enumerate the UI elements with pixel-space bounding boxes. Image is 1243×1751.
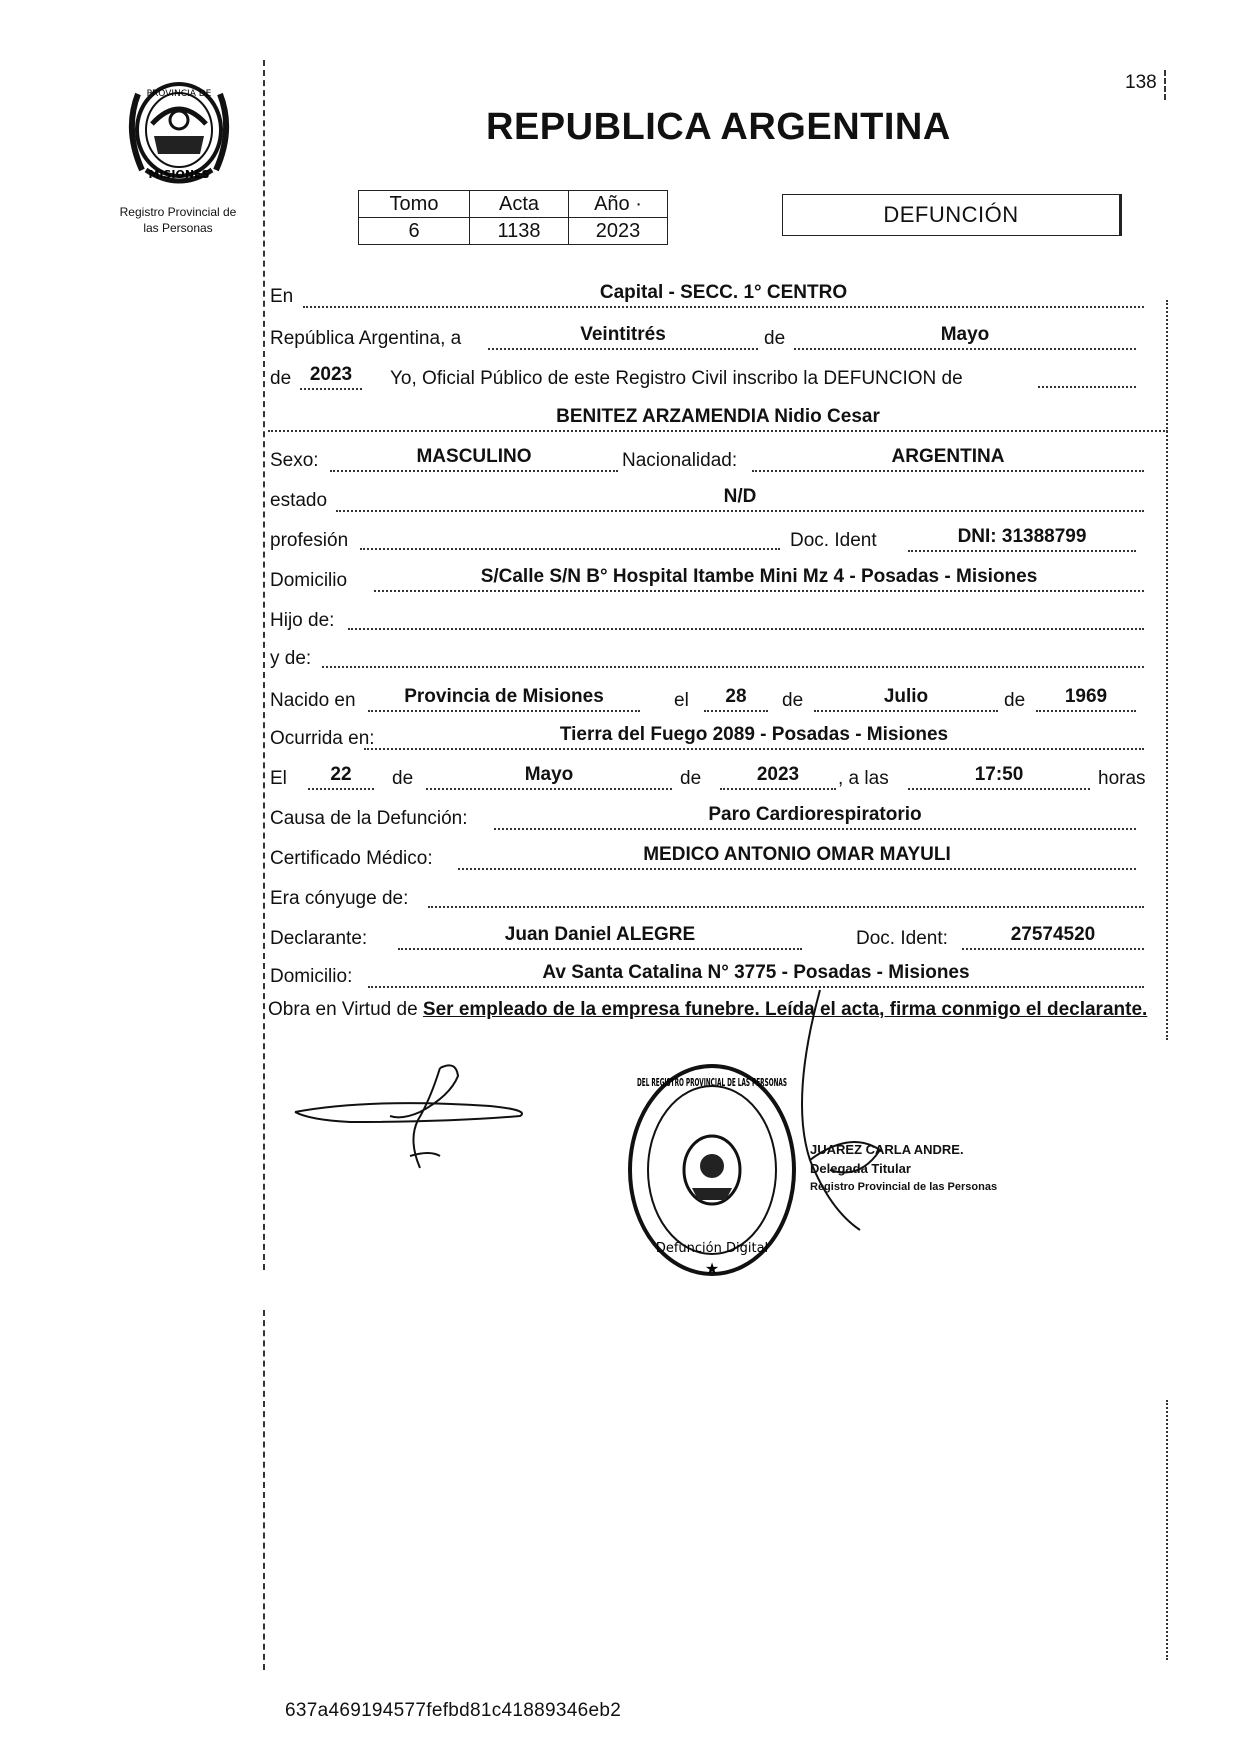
doc2-label: Doc. Ident:: [856, 928, 948, 949]
anio-header: Año ·: [569, 191, 668, 218]
causa-label: Causa de la Defunción:: [270, 808, 468, 829]
nac-mes: Julio: [814, 686, 998, 712]
republica-label: República Argentina, a: [270, 328, 462, 349]
closing-paragraph: [268, 994, 1160, 1026]
nacionalidad-label: Nacionalidad:: [622, 450, 738, 471]
declarante-label: Declarante:: [270, 928, 368, 949]
de-label-5: de: [392, 768, 414, 789]
signer-block: [810, 1140, 997, 1197]
left-margin-line-lower: [263, 1310, 265, 1670]
emblem-bottom-text: MISIONES: [148, 168, 210, 181]
row-domicilio: [268, 568, 1144, 598]
emblem-top-text: PROVINCIA DE: [146, 89, 212, 99]
acta-value: 1138: [470, 218, 569, 245]
ocurrida-label: Ocurrida en:: [270, 728, 375, 749]
page-number: 138: [1125, 72, 1157, 93]
estado-label: estado: [270, 490, 328, 511]
row-declarante: [268, 926, 1144, 956]
nac-dia: 28: [704, 686, 768, 712]
declarante-value: Juan Daniel ALEGRE: [398, 924, 802, 950]
acta-table: [358, 190, 668, 245]
hijo-label: Hijo de:: [270, 610, 335, 631]
row-certificado: [268, 846, 1144, 876]
de-label-4: de: [1004, 690, 1026, 711]
doc-value: DNI: 31388799: [908, 526, 1136, 552]
yo-text: Yo, Oficial Público de este Registro Civil inscribo la DEFUNCION de: [390, 368, 963, 389]
obra-label: Obra en Virtud de: [268, 999, 418, 1020]
row-nombre: [268, 408, 1144, 438]
domicilio2-value: Av Santa Catalina N° 3775 - Posadas - Misiones: [368, 962, 1144, 988]
anio-value: 2023: [569, 218, 668, 245]
dia-texto: Veintitrés: [488, 324, 758, 350]
a-las-label: , a las: [838, 768, 889, 789]
right-margin-line-lower: [1166, 1400, 1168, 1660]
causa-value: Paro Cardiorespiratorio: [494, 804, 1136, 830]
en-value: Capital - SECC. 1° CENTRO: [303, 282, 1144, 308]
de-label-1: de: [764, 328, 786, 349]
acta-type-box: DEFUNCIÓN: [782, 194, 1122, 236]
sexo: MASCULINO: [330, 446, 618, 472]
row-yo: [268, 366, 1144, 396]
hora: 17:50: [908, 764, 1090, 790]
conyuge-fill: [428, 906, 1144, 908]
signer-office: Registro Provincial de las Personas: [810, 1181, 998, 1193]
fall-anio: 2023: [720, 764, 836, 790]
nac-anio: 1969: [1036, 686, 1136, 712]
obra-value: Ser empleado de la empresa funebre. Leída el acta, firma conmigo el declarante.: [422, 999, 1148, 1020]
el2-label: El: [270, 768, 287, 789]
acta-table-header-row: [359, 191, 668, 218]
y-de-label: y de:: [270, 648, 312, 669]
hijo-fill: [348, 628, 1144, 630]
profesion-fill: [360, 548, 780, 550]
doc-label: Doc. Ident: [790, 530, 877, 551]
horas-label: horas: [1098, 768, 1146, 789]
org-name: [98, 204, 258, 236]
document-hash: 637a469194577fefbd81c41889346eb2: [285, 1700, 622, 1721]
anio: 2023: [300, 364, 362, 390]
conyuge-label: Era cónyuge de:: [270, 888, 409, 909]
row-en: [268, 284, 1144, 314]
row-conyuge: [268, 886, 1144, 916]
nacido-en: Provincia de Misiones: [368, 686, 640, 712]
yo-fill: [1038, 386, 1136, 388]
document-title: REPUBLICA ARGENTINA: [486, 106, 951, 148]
sexo-label: Sexo:: [270, 450, 319, 471]
acta-header: Acta: [470, 191, 569, 218]
stamp-star-icon: ★: [704, 1261, 720, 1278]
tomo-header: Tomo: [359, 191, 470, 218]
el-label: el: [674, 690, 689, 711]
right-margin-mark: [1164, 70, 1166, 100]
row-profesion: [268, 528, 1144, 558]
domicilio-label: Domicilio: [270, 570, 348, 591]
row-domicilio2: [268, 964, 1144, 994]
nombre: BENITEZ ARZAMENDIA Nidio Cesar: [268, 406, 1168, 432]
org-line-2: las Personas: [143, 221, 213, 235]
row-causa: [268, 806, 1144, 836]
certificado-label: Certificado Médico:: [270, 848, 433, 869]
row-republica: [268, 326, 1144, 356]
official-stamp: [622, 1056, 802, 1284]
de-label-2: de: [270, 368, 292, 389]
signer-role: Delegada Titular: [810, 1161, 911, 1176]
de-label-3: de: [782, 690, 804, 711]
certificado-value: MEDICO ANTONIO OMAR MAYULI: [458, 844, 1136, 870]
stamp-ring-text: DEL REGISTRO PROVINCIAL DE LAS PERSONAS: [637, 1076, 788, 1089]
stamp-bottom-text: Defunción Digital: [655, 1241, 769, 1256]
row-y-de: [268, 646, 1144, 676]
declarant-signature: [290, 1060, 540, 1180]
signer-name: JUAREZ CARLA ANDRE.: [810, 1142, 964, 1157]
mes: Mayo: [794, 324, 1136, 350]
ocurrida-value: Tierra del Fuego 2089 - Posadas - Misiones: [364, 724, 1144, 750]
en-label: En: [270, 286, 294, 307]
official-signature: [790, 980, 900, 1240]
de-label-6: de: [680, 768, 702, 789]
row-hijo: [268, 608, 1144, 638]
acta-table-value-row: [359, 218, 668, 245]
domicilio-value: S/Calle S/N B° Hospital Itambe Mini Mz 4 - Posadas - Misiones: [374, 566, 1144, 592]
y-de-fill: [322, 666, 1144, 668]
domicilio2-label: Domicilio:: [270, 966, 353, 987]
row-ocurrida: [268, 726, 1144, 756]
nacido-label: Nacido en: [270, 690, 356, 711]
org-line-1: Registro Provincial de: [119, 205, 237, 219]
tomo-value: 6: [359, 218, 470, 245]
doc2-value: 27574520: [962, 924, 1144, 950]
row-estado: [268, 488, 1144, 518]
left-margin-line: [263, 60, 265, 1270]
province-emblem-icon: [118, 74, 240, 192]
fall-mes: Mayo: [426, 764, 672, 790]
row-sexo: [268, 448, 1144, 478]
row-nacido: [268, 688, 1144, 718]
nacionalidad: ARGENTINA: [752, 446, 1144, 472]
fall-dia: 22: [308, 764, 374, 790]
estado: N/D: [336, 486, 1144, 512]
profesion-label: profesión: [270, 530, 349, 551]
row-fecha-defuncion: [268, 766, 1144, 796]
